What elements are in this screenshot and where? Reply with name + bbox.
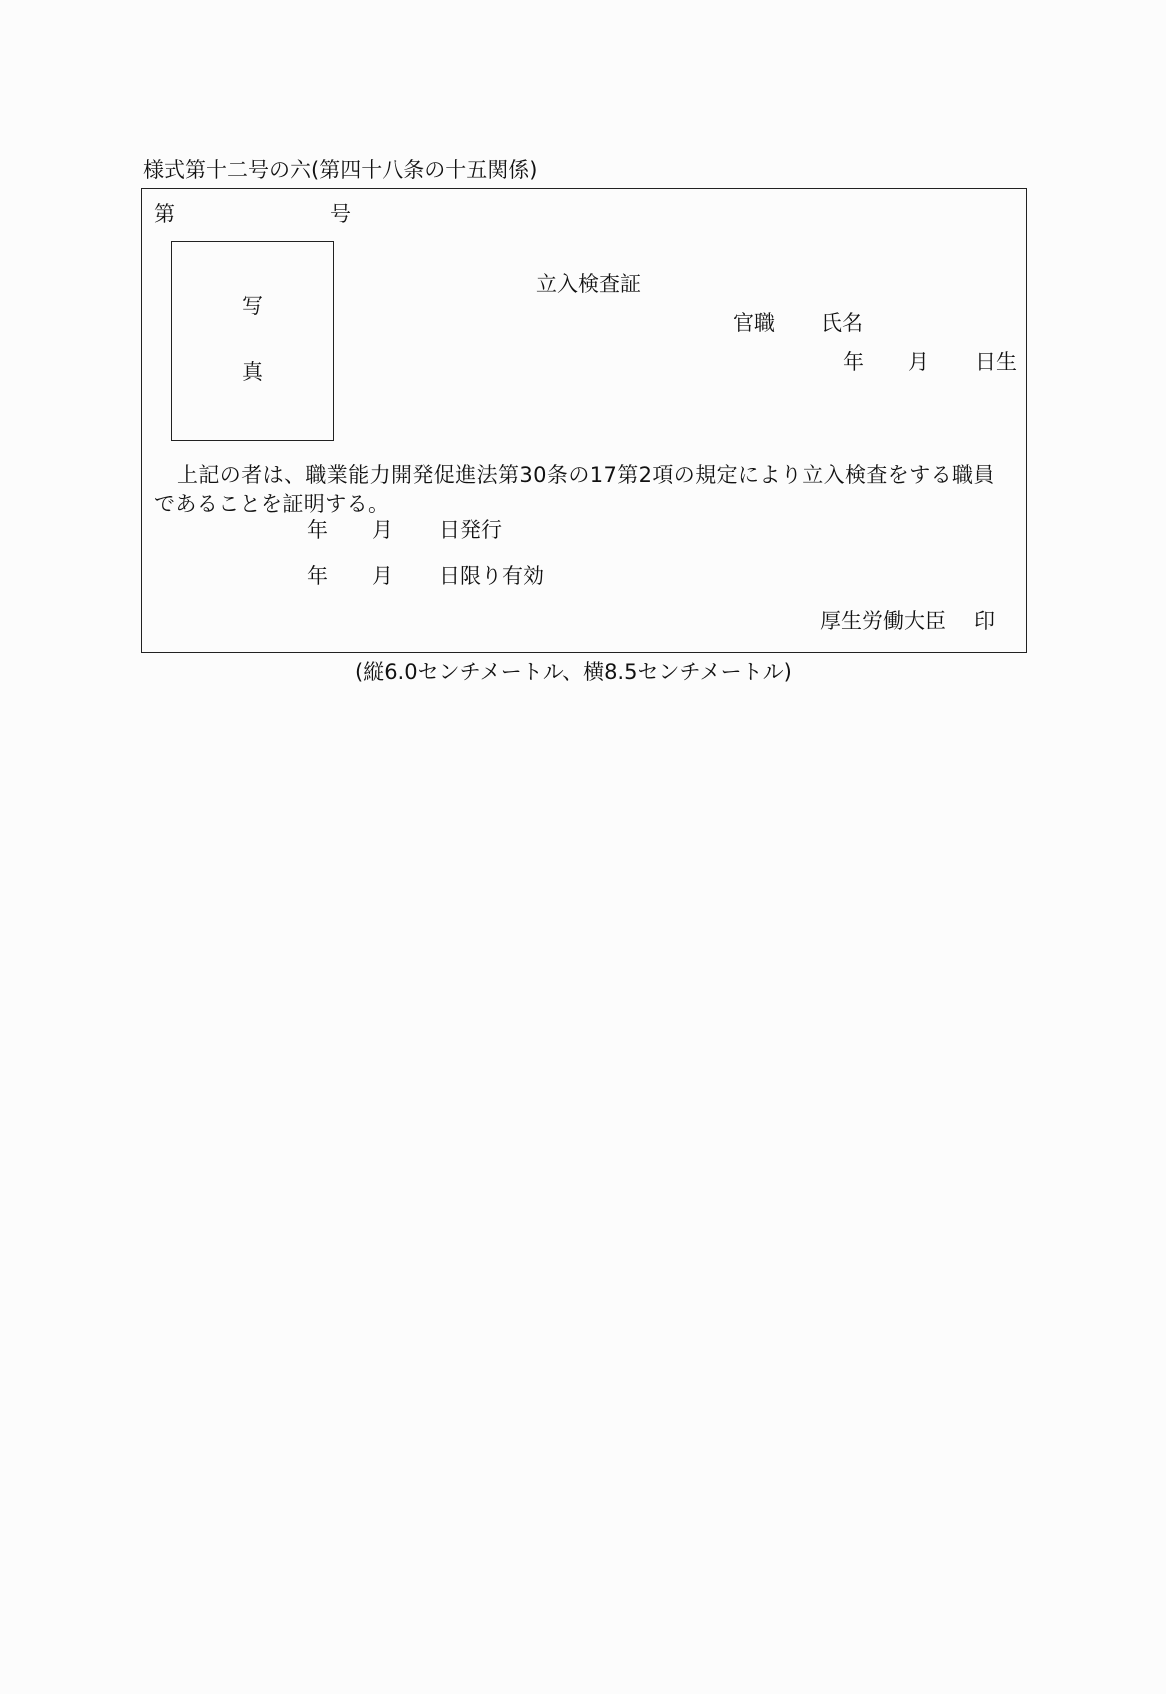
- photo-label-bottom: 真: [242, 360, 263, 384]
- photo-label-top: 写: [242, 294, 263, 318]
- valid-day-label: 日限り有効: [439, 564, 544, 588]
- number-prefix: 第: [154, 202, 175, 226]
- issue-year-label: 年: [307, 518, 328, 542]
- birth-year-label: 年: [843, 350, 864, 374]
- seal-label: 印: [974, 609, 995, 633]
- issuer: 厚生労働大臣: [820, 609, 946, 633]
- number-suffix: 号: [330, 202, 351, 226]
- size-note: (縦6.0センチメートル、横8.5センチメートル): [355, 660, 792, 684]
- form-title: 様式第十二号の六(第四十八条の十五関係): [143, 158, 538, 182]
- valid-month-label: 月: [372, 564, 393, 588]
- issue-day-label: 日発行: [439, 518, 502, 542]
- issue-month-label: 月: [372, 518, 393, 542]
- birth-month-label: 月: [908, 350, 929, 374]
- name-label: 氏名: [821, 311, 863, 335]
- certification-text: 上記の者は、職業能力開発促進法第30条の17第2項の規定により立入検査をする職員であることを証明する。: [154, 463, 995, 516]
- photo-box: [171, 241, 334, 441]
- birth-day-label: 日生: [975, 350, 1017, 374]
- valid-year-label: 年: [307, 564, 328, 588]
- post-label: 官職: [733, 311, 775, 335]
- card-heading: 立入検査証: [536, 272, 641, 296]
